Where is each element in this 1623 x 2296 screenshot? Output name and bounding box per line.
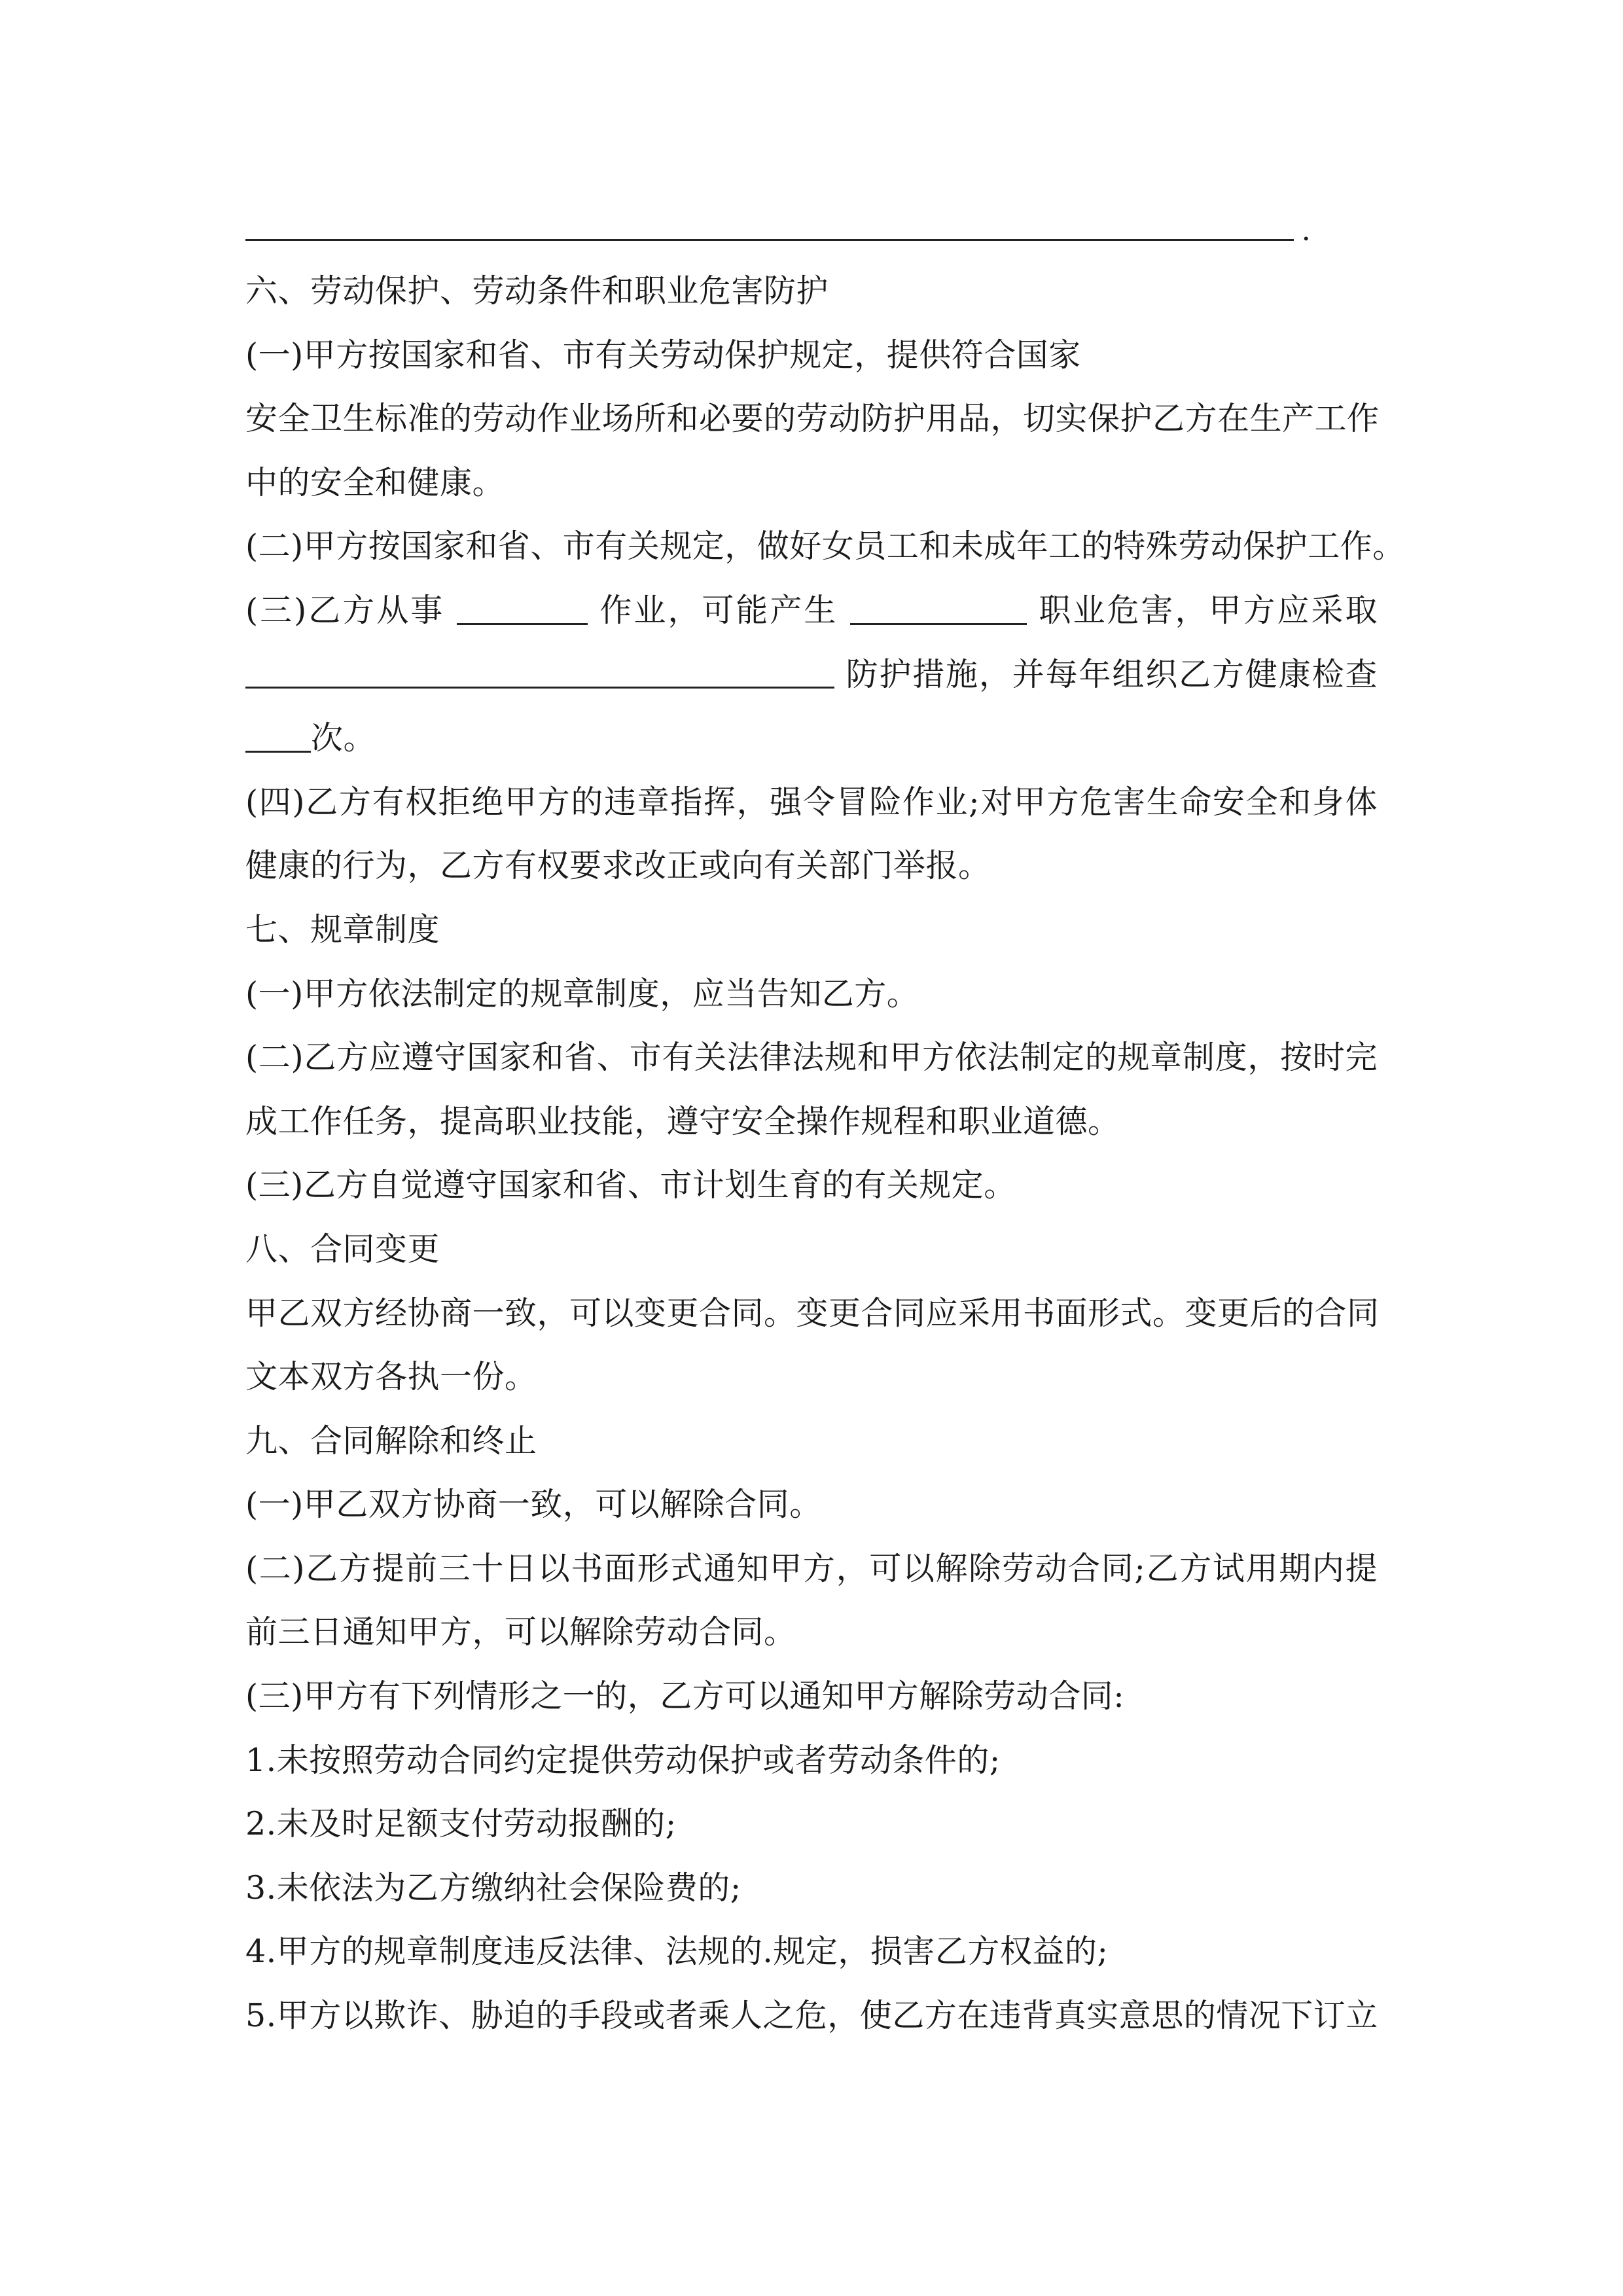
blank-underline xyxy=(245,239,1294,241)
list-item: 1.未按照劳动合同约定提供劳动保护或者劳动条件的; xyxy=(245,1741,1001,1779)
section-7-clause-2: (二)乙方应遵守国家和省、市有关法律法规和甲方依法制定的规章制度，按时完 xyxy=(245,1039,1378,1077)
clause-3-text-c: 职业危害，甲方应采取 xyxy=(1039,591,1378,629)
clause-3-text-a: (三)乙方从事 xyxy=(245,591,445,629)
section-7-heading: 七、规章制度 xyxy=(245,910,440,948)
section-6-clause-1-cont: 安全卫生标准的劳动作业场所和必要的劳动防护用品，切实保护乙方在生产工作 xyxy=(245,400,1380,438)
section-9-clause-2: (二)乙方提前三十日以书面形式通知甲方，可以解除劳动合同;乙方试用期内提 xyxy=(245,1549,1378,1587)
section-6-clause-3-cont xyxy=(245,643,1378,707)
protective-measures-blank xyxy=(245,655,834,689)
section-8-paragraph-cont: 文本双方各执一份。 xyxy=(245,1358,537,1396)
work-type-blank xyxy=(457,591,588,625)
list-item: 4.甲方的规章制度违反法律、法规的.规定，损害乙方权益的; xyxy=(245,1933,1109,1971)
section-7-clause-3: (三)乙方自觉遵守国家和省、市计划生育的有关规定。 xyxy=(245,1166,1016,1204)
clause-3-text-d: 防护措施，并每年组织乙方健康检查 xyxy=(846,655,1378,693)
clause-3-text-b: 作业，可能产生 xyxy=(599,591,838,629)
section-6-clause-3 xyxy=(245,579,1378,643)
section-7-clause-2-cont: 成工作任务，提高职业技能，遵守安全操作规程和职业道德。 xyxy=(245,1102,1120,1140)
section-7-clause-1: (一)甲方依法制定的规章制度，应当告知乙方。 xyxy=(245,975,919,1013)
section-6-clause-4: (四)乙方有权拒绝甲方的违章指挥，强令冒险作业;对甲方危害生命安全和身体 xyxy=(245,783,1378,821)
contract-body xyxy=(245,259,1405,2048)
section-9-clause-3: (三)甲方有下列情形之一的，乙方可以通知甲方解除劳动合同: xyxy=(245,1677,1125,1715)
section-6-clause-4-cont: 健康的行为，乙方有权要求改正或向有关部门举报。 xyxy=(245,847,991,885)
section-6-clause-1: (一)甲方按国家和省、市有关劳动保护规定，提供符合国家 xyxy=(245,336,1081,374)
section-6-heading: 六、劳动保护、劳动条件和职业危害防护 xyxy=(245,272,829,310)
clause-3-text-e: 次。 xyxy=(311,719,376,757)
line-end-period: . xyxy=(1301,212,1311,247)
hazard-blank xyxy=(850,591,1027,625)
section-9-heading: 九、合同解除和终止 xyxy=(245,1422,537,1460)
section-6-clause-1-end: 中的安全和健康。 xyxy=(245,463,505,501)
list-item: 2.未及时足额支付劳动报酬的; xyxy=(245,1805,677,1843)
section-6-clause-3-end xyxy=(245,706,1378,770)
section-9-clause-1: (一)甲乙双方协商一致，可以解除合同。 xyxy=(245,1486,822,1524)
list-item: 3.未依法为乙方缴纳社会保险费的; xyxy=(245,1869,741,1907)
checkup-times-blank xyxy=(245,719,311,753)
section-8-heading: 八、合同变更 xyxy=(245,1230,440,1268)
list-item: 5.甲方以欺诈、胁迫的手段或者乘人之危，使乙方在违背真实意思的情况下订立 xyxy=(245,1997,1378,2035)
section-9-clause-2-cont: 前三日通知甲方，可以解除劳动合同。 xyxy=(245,1613,796,1651)
section-6-clause-2: (二)甲方按国家和省、市有关规定，做好女员工和未成年工的特殊劳动保护工作。 xyxy=(245,528,1405,565)
fill-in-blank-line xyxy=(245,208,1311,247)
section-8-paragraph: 甲乙双方经协商一致，可以变更合同。变更合同应采用书面形式。变更后的合同 xyxy=(245,1294,1380,1332)
